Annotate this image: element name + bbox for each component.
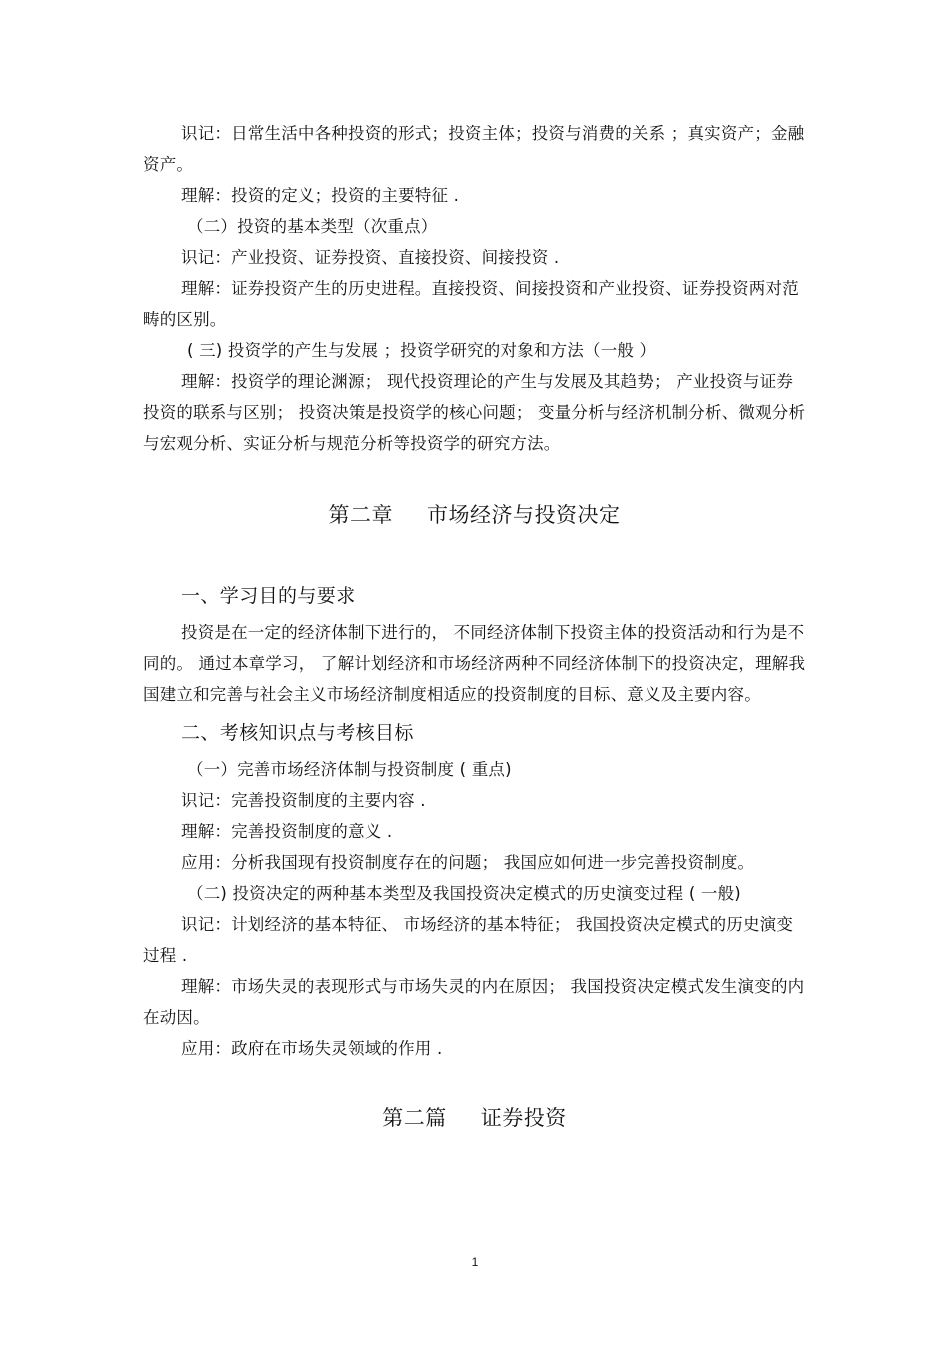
chapter-heading <box>143 499 806 529</box>
chapter-title: 市场经济与投资决定 <box>427 503 621 527</box>
paragraph-memorize-types: 识记：产业投资、证券投资、直接投资、间接投资 . <box>181 248 560 267</box>
paragraph-goals-body: 投资是在一定的经济体制下进行的， 不同经济体制下投资主体的投资活动和行为是不同的。 通过本章学习， 了解计划经济和市场经济两种不同经济体制下的投资决定，理解我国建立和完善与社会主义市场经济制度相适应的投资制度的目标、意义及主要内容。 <box>143 623 806 704</box>
section-heading-assessment: 二、考核知识点与考核目标 <box>181 722 414 744</box>
page-content <box>143 118 806 1132</box>
paragraph-understand-definition: 理解：投资的定义；投资的主要特征 . <box>181 186 460 205</box>
paragraph-memorize-content: 识记：完善投资制度的主要内容 . <box>181 791 426 810</box>
paragraph-apply-problems: 应用：分析我国现有投资制度存在的问题； 我国应如何进一步完善投资制度。 <box>181 853 755 872</box>
subsection-basic-types: （二）投资的基本类型（次重点） <box>187 217 438 236</box>
subsection-improve-system: （一）完善市场经济体制与投资制度 ( 重点) <box>187 760 512 779</box>
part-number: 第二篇 <box>382 1106 447 1130</box>
part-title: 证券投资 <box>480 1106 567 1130</box>
part-heading <box>143 1102 806 1132</box>
paragraph-understand-history: 理解：证券投资产生的历史进程。直接投资、间接投资和产业投资、证券投资两对范畴的区别。 <box>143 279 799 329</box>
section-heading-goals: 一、学习目的与要求 <box>181 585 356 607</box>
paragraph-understand-theory: 理解：投资学的理论渊源； 现代投资理论的产生与发展及其趋势； 产业投资与证券投资的联系与区别； 投资决策是投资学的核心问题； 变量分析与经济机制分析、微观分析与宏观分析、实证分析与规范分析等投资学的研究方法。 <box>143 372 806 453</box>
paragraph-memorize-features: 识记：计划经济的基本特征、 市场经济的基本特征； 我国投资决定模式的历史演变过程 . <box>143 915 794 965</box>
subsection-decision-types: （二) 投资决定的两种基本类型及我国投资决定模式的历史演变过程 ( 一般) <box>187 884 741 903</box>
chapter-number: 第二章 <box>328 503 393 527</box>
paragraph-understand-market-failure: 理解：市场失灵的表现形式与市场失灵的内在原因； 我国投资决定模式发生演变的内在动因。 <box>143 977 805 1027</box>
paragraph-memorize-forms: 识记：日常生活中各种投资的形式；投资主体；投资与消费的关系 ；真实资产；金融资产。 <box>143 124 805 174</box>
paragraph-understand-meaning: 理解：完善投资制度的意义 . <box>181 822 393 841</box>
subsection-origin-development: ( 三) 投资学的产生与发展 ；投资学研究的对象和方法（一般 ） <box>187 341 657 360</box>
page-number: 1 <box>471 1255 479 1269</box>
paragraph-apply-government: 应用：政府在市场失灵领域的作用 . <box>181 1039 443 1058</box>
